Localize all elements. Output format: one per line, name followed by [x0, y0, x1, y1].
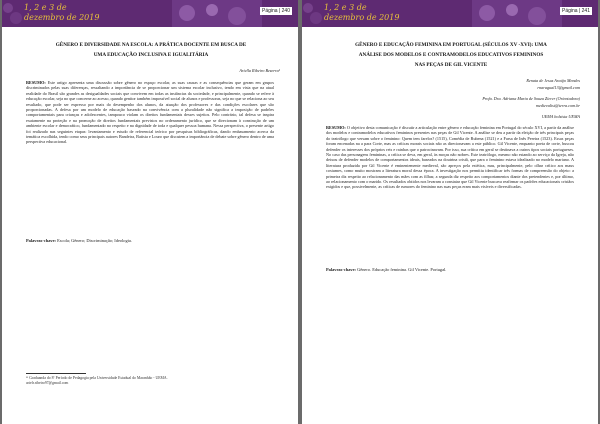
right-page [302, 0, 598, 424]
footnote [26, 376, 226, 386]
banner-line1: 1, 2 e 3 de [324, 3, 367, 12]
institution: UEMA bolsista UEMA [541, 114, 580, 119]
title-line2: ANÁLISE DOS MODELOS E CONTRAMODELOS EDUCATIVOS FEMININOS [358, 52, 544, 58]
banner-line2: dezembro de 2019 [324, 13, 400, 22]
keywords-text: Escola; Gênero; Discriminação; Ideologia. [57, 238, 132, 243]
abstract-text: O objetivo desta comunicação é discutir a articulação entre gênero e educação feminina em Portugal do século XVI, a partir da análise dos modelos e contramodelos educativos femininos presentes nas peças de Gil Vicente. A análise se deu a partir da eleição de três principais peças do teatrólogo que versam sobre o feminino: Quem tem farelos? (1515), Comédia de Rubena (1521) e a Farsa de Inês Pereira (1523). Essas peças foram encenadas na a para Corte, mas as críticas morais sociais não as direcionavam a este público. Gil Vicente, enquanto poeta de corte, buscou defender os interesses dos próprios reis e rainhas que o patrocinavam. Por isso, sua crítica em geral se destinava a outros tipos sociais portugueses. No caso das personagens femininas, a crítica se deva, em geral, às moças não nobres. Este teatrólogo, mesmo não estando ao serviço da Igreja, não deixou de defender modelos de comportamentos ideais, baseados na doutrina cristã, que para o feminino estava idealizado no modelo mariano. A literatura produzida por Gil Vicente é eminentemente medieval, são apreços pela estética, mas, principalmente, pelo olhar crítico aos maus costumes, como muito mostram a literatura moral dessa época. A investigação nos permitiu identificar três formas de compreensão do objeto: a primeira diz respeito ao relacionamento das mães com as filhas; a segunda diz respeito aos comportamentos diante dos pretendentes e, por último, ao relacionamento com o marido. Os resultados obtidos nos levaram a constatar que Gil Vicente buscava reafirmar os padrões educacionais cristãos exigidos e que, possivelmente, as críticas de rumores do feminino nas suas peças eram mais visíveis e diversificadas. [326, 125, 574, 190]
ornament-icon [302, 0, 322, 27]
abstract-label: RESUMO: [26, 80, 46, 85]
keywords [26, 238, 274, 243]
author-name: Ariella Ribeiro Bezerra¹ [239, 68, 280, 73]
keywords-label: Palavras-chave: [326, 267, 356, 272]
logo-strip [472, 0, 562, 27]
advisor-email: medievalist@terra.com.br [535, 103, 580, 108]
article-title [26, 40, 276, 60]
abstract [326, 125, 574, 190]
keywords-label: Palavras-chave: [26, 238, 56, 243]
abstract [26, 80, 274, 145]
banner-date [24, 3, 99, 23]
ornament-icon [2, 0, 22, 27]
title-line1: GÊNERO E DIVERSIDADE NA ESCOLA: A PRÁTICA DOCENTE EM BUSCA DE [55, 42, 247, 48]
page-number: Página | 240 [262, 8, 290, 14]
pattern-icon [172, 0, 262, 27]
banner-date [324, 3, 399, 23]
banner-line1: 1, 2 e 3 de [24, 3, 67, 12]
advisor-name: Profa. Dra. Adriana Maria de Souza Zierer (Orientadora) [482, 96, 580, 101]
page-number: Página | 241 [562, 8, 590, 14]
pattern-icon [472, 0, 562, 27]
keywords [326, 267, 574, 272]
author-name: Renata de Jesus Araújo Mendes [526, 78, 580, 83]
keywords-text: Gênero. Educação feminina. Gil Vicente. Portugal. [357, 267, 447, 272]
title-line3: NAS PEÇAS DE GIL VICENTE [414, 62, 488, 68]
article-title [326, 40, 576, 70]
author-email: rnaragual13@gmail.com [537, 85, 580, 90]
banner-line2: dezembro de 2019 [24, 13, 100, 22]
logo-strip [172, 0, 262, 27]
abstract-text: Este artigo apresenta uma discussão sobre gênero no espaço escolar, as suas causas e as consequências que geram em grupos discriminados pelas suas diferenças, ressaltando a importância de se proporcionar um sistema escolar inclusivo, tendo em vista que na atual realidade do Brasil são grandes as desigualdades sociais que convivem em todas as instâncias da sociedade, e principalmente, quando se refere à educação escolar, seja no que concerne ao acesso, quando genitor também impossível social de alunos e professoras, seja no que se relaciona ao seu resultado, que pode ser expresso por mais do desempenho dos alunos, da atuação dos professores e das condições escolares que são proporcionadas. A defesa por um modelo de educação baseado na convivência com a pluralidade não significa a imposição de padrões comportamentais para crianças e adolescentes, tampouco violam os direitos fundamentais desses sujeitos. Pelo contrário, tal defesa se inspira exatamente na proteção e na promoção de direitos fundamentais previstos no ordenamento jurídico, que se direcionam à construção de um ambiente escolar e democrático, fundamentado no respeito e na dignidade de toda e qualquer pessoa humana. Nessa perspectiva, o presente artigo foi realizado nas seguintes etapas: levantamento e estudo de referencial teórico por pesquisas bibliográficas, dando embasamento acerca da temática escolhida, tendo como seus principais autores Bandeira, Batista e Louro que discutem a importância de debate sobre gênero dentro de uma perspectiva educacional. [26, 80, 275, 145]
event-banner [2, 0, 298, 27]
abstract-label: RESUMO: [326, 125, 346, 130]
title-line2: UMA EDUCAÇÃO INCLUSIVA E IGUALITÁRIA [93, 52, 209, 58]
event-banner [302, 0, 598, 27]
left-page [2, 0, 298, 424]
author-block [482, 77, 580, 120]
footnote-line2: arielr.ribeiro97@gmail.com [26, 381, 69, 385]
footnote-rule [26, 373, 86, 374]
footnote-line1: ¹¹ Graduanda do 8º Período de Pedagogia pela Universidade Estadual do Maranhão - UEMA. [26, 376, 168, 380]
title-line1: GÊNERO E EDUCAÇÃO FEMININA EM PORTUGAL (SÉCULOS XV -XVI): UMA [355, 42, 547, 48]
